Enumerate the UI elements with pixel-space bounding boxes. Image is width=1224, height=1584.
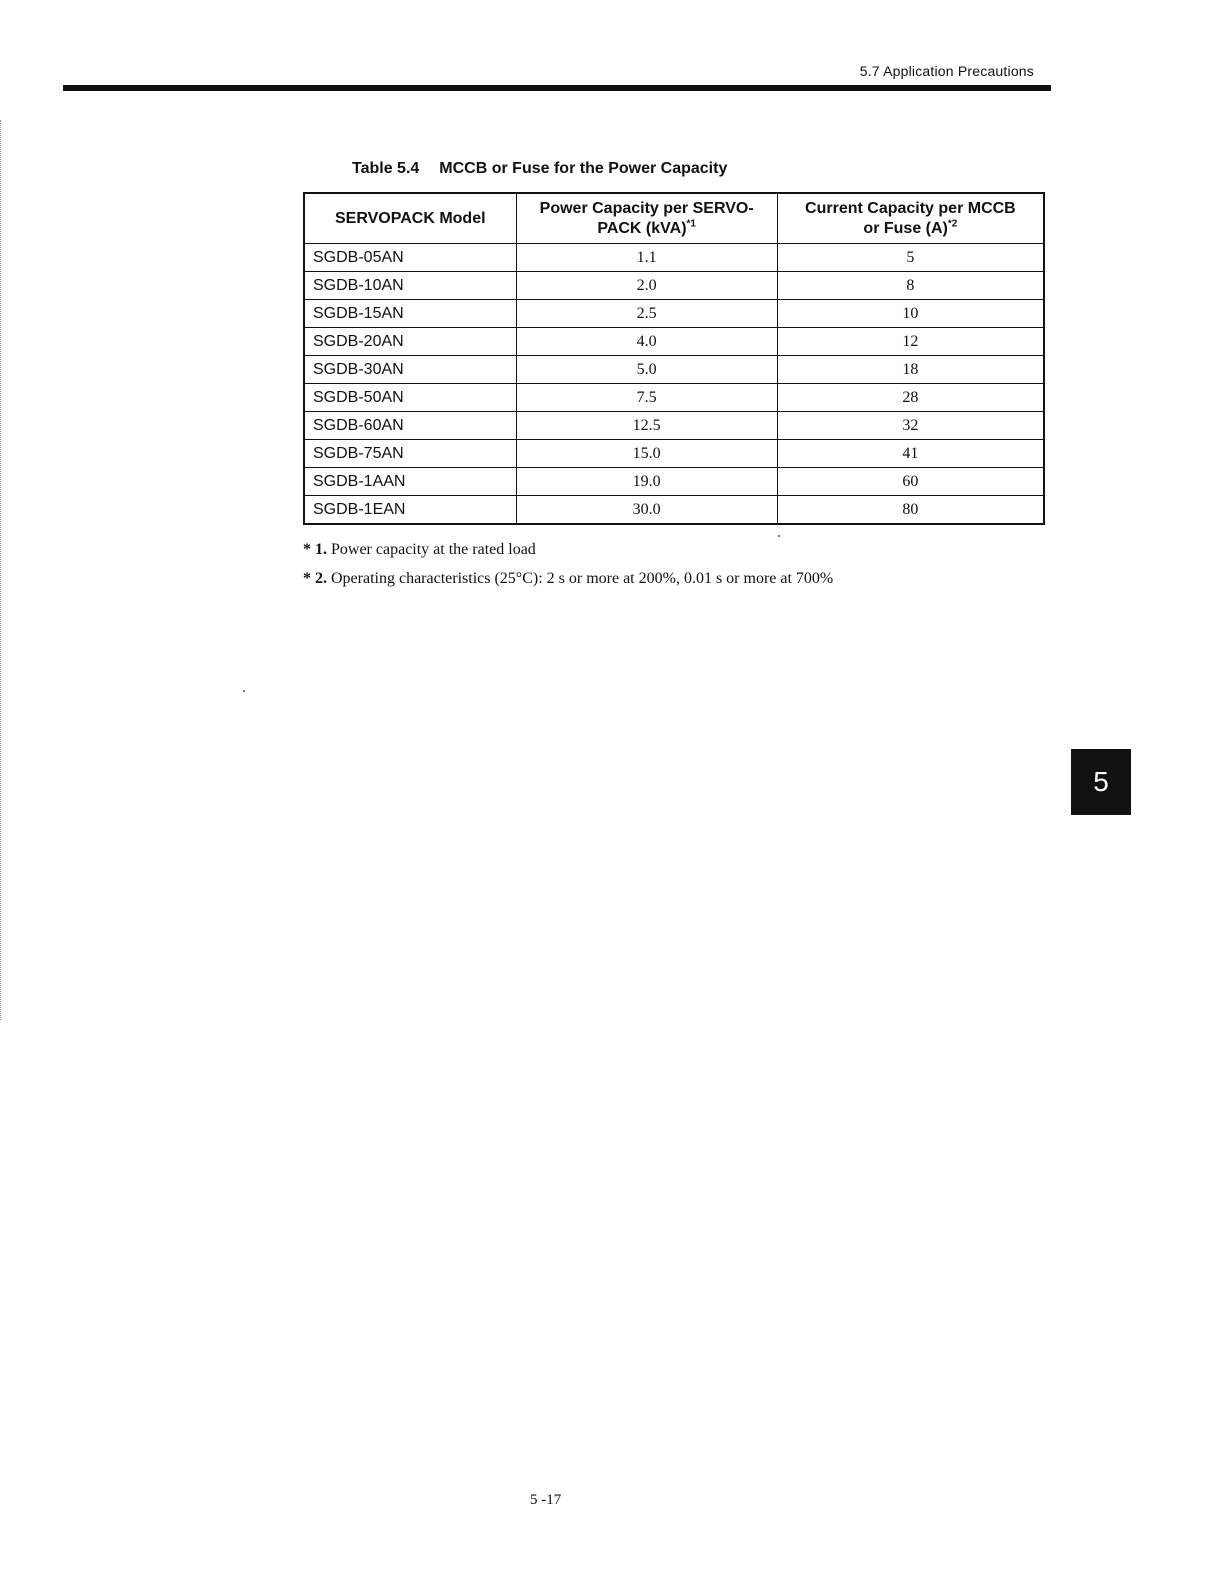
model-cell: SGDB-20AN <box>304 328 516 356</box>
power-capacity-cell: 12.5 <box>516 412 777 440</box>
section-header: 5.7 Application Precautions <box>859 63 1034 79</box>
footnote-text: Operating characteristics (25°C): 2 s or more at 200%, 0.01 s or more at 700% <box>331 570 834 587</box>
scan-edge-artifact <box>0 120 3 1020</box>
power-capacity-cell: 19.0 <box>516 468 777 496</box>
mccb-fuse-table <box>303 192 1045 525</box>
table-row <box>304 328 1044 356</box>
model-cell: SGDB-10AN <box>304 272 516 300</box>
footnotes <box>303 538 833 596</box>
table-caption <box>352 160 727 178</box>
table-row <box>304 272 1044 300</box>
table-row <box>304 496 1044 525</box>
current-capacity-cell: 10 <box>777 300 1044 328</box>
table-caption-title: MCCB or Fuse for the Power Capacity <box>439 160 728 177</box>
table-row <box>304 440 1044 468</box>
footnote-text: Power capacity at the rated load <box>331 541 536 558</box>
power-capacity-cell: 2.0 <box>516 272 777 300</box>
model-cell: SGDB-1AAN <box>304 468 516 496</box>
power-capacity-cell: 5.0 <box>516 356 777 384</box>
table-row <box>304 412 1044 440</box>
scan-speck <box>778 535 780 537</box>
footnote-ref-2: *2 <box>947 218 958 230</box>
current-capacity-cell: 80 <box>777 496 1044 525</box>
column-header-power-capacity: Power Capacity per SERVO- PACK (kVA)$^{*1}$ <box>516 193 777 244</box>
current-capacity-cell: 32 <box>777 412 1044 440</box>
model-cell: SGDB-15AN <box>304 300 516 328</box>
power-capacity-cell: 2.5 <box>516 300 777 328</box>
model-cell: SGDB-1EAN <box>304 496 516 525</box>
table-row <box>304 244 1044 272</box>
model-cell: SGDB-60AN <box>304 412 516 440</box>
current-capacity-cell: 41 <box>777 440 1044 468</box>
current-capacity-cell: 60 <box>777 468 1044 496</box>
footnote-mark: * 2. <box>303 570 327 587</box>
current-capacity-cell: 18 <box>777 356 1044 384</box>
table-row <box>304 468 1044 496</box>
model-cell: SGDB-05AN <box>304 244 516 272</box>
footnote-mark: * 1. <box>303 541 327 558</box>
footnote-ref-1: *1 <box>686 218 696 230</box>
table-caption-number: Table 5.4 <box>352 160 420 177</box>
model-cell: SGDB-50AN <box>304 384 516 412</box>
power-capacity-cell: 15.0 <box>516 440 777 468</box>
scan-speck <box>243 690 245 692</box>
power-capacity-cell: 4.0 <box>516 328 777 356</box>
header-rule <box>63 85 1051 91</box>
current-capacity-cell: 5 <box>777 244 1044 272</box>
table-row <box>304 384 1044 412</box>
column-header-current-capacity: Current Capacity per MCCB or Fuse $(A)^{*2}$ <box>777 193 1044 244</box>
table-row <box>304 356 1044 384</box>
chapter-tab: 5 <box>1071 749 1131 815</box>
column-header-model: SERVOPACK Model <box>304 193 516 244</box>
page-number: 5 -17 <box>530 1492 562 1508</box>
power-capacity-cell: 1.1 <box>516 244 777 272</box>
current-capacity-cell: 28 <box>777 384 1044 412</box>
model-cell: SGDB-30AN <box>304 356 516 384</box>
table-row <box>304 300 1044 328</box>
footnote-1 <box>303 538 833 567</box>
footnote-2 <box>303 567 833 596</box>
current-capacity-cell: 12 <box>777 328 1044 356</box>
model-cell: SGDB-75AN <box>304 440 516 468</box>
table-header-row <box>304 193 1044 244</box>
power-capacity-cell: 30.0 <box>516 496 777 525</box>
power-capacity-cell: 7.5 <box>516 384 777 412</box>
current-capacity-cell: 8 <box>777 272 1044 300</box>
